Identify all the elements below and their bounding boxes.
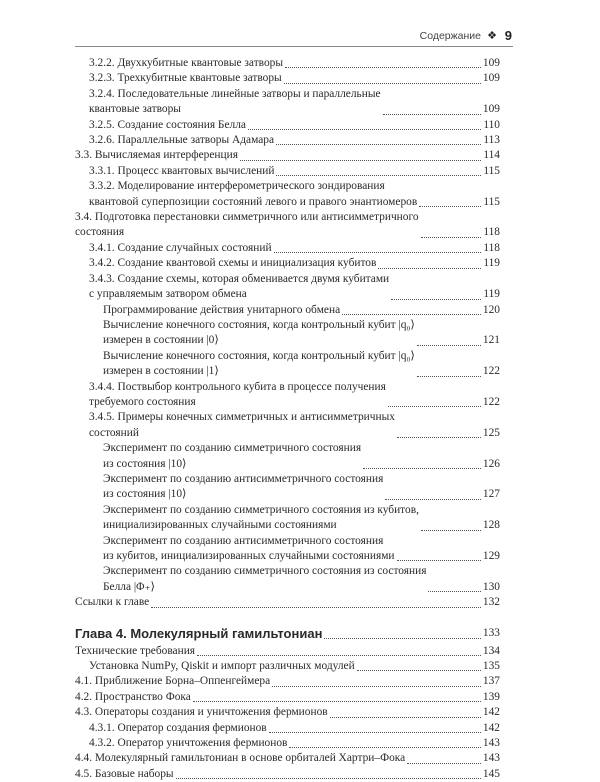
dot-leader <box>421 530 481 531</box>
toc-entry[interactable] <box>75 272 500 303</box>
toc-entry[interactable] <box>75 241 500 256</box>
dot-leader <box>378 268 481 269</box>
toc-entry[interactable] <box>75 210 500 241</box>
toc-entry[interactable] <box>75 564 500 595</box>
toc-entry-page: 120 <box>482 303 500 316</box>
toc-entry-page: 142 <box>482 721 500 734</box>
dot-leader <box>417 345 481 346</box>
toc-entry-page: 128 <box>482 519 500 532</box>
dot-leader <box>284 83 481 84</box>
toc-entry[interactable] <box>75 164 500 179</box>
toc-entry[interactable] <box>75 318 500 349</box>
toc-entry-title: 3.2.4. Последовательные линейные затворы и параллельные квантовые затворы <box>89 87 381 116</box>
dot-leader <box>391 299 481 300</box>
dot-leader <box>428 591 480 592</box>
toc-entry-title: 4.3.2. Оператор уничтожения фермионов <box>89 737 288 750</box>
toc-entry[interactable] <box>75 767 500 782</box>
toc-entry[interactable] <box>75 118 500 133</box>
dot-leader <box>357 670 481 671</box>
dot-leader <box>276 144 481 145</box>
toc-entry[interactable] <box>75 690 500 705</box>
toc-entry[interactable] <box>75 441 500 472</box>
toc-entry-page: 118 <box>483 226 500 239</box>
dot-leader <box>240 160 481 161</box>
toc-entry-page: 109 <box>482 57 500 69</box>
toc-entry-page: 145 <box>482 767 500 780</box>
dot-leader <box>388 406 481 407</box>
toc-entry[interactable] <box>75 380 500 411</box>
toc-entry[interactable] <box>75 736 500 751</box>
toc-entry-title: 3.3. Вычисляемая интерференция <box>75 149 238 162</box>
page-number: 9 <box>504 28 512 43</box>
toc-entry-page: 135 <box>482 660 500 673</box>
toc-entry-page: 115 <box>483 195 500 208</box>
toc-entry-title: 3.2.5. Создание состояния Белла <box>89 118 246 131</box>
toc-entry[interactable] <box>75 705 500 720</box>
toc-entry[interactable] <box>75 751 500 766</box>
toc-entry-title: Глава 4. Молекулярный гамильтониан <box>75 625 323 641</box>
toc-entry-title: Эксперимент по созданию симметричного состояния из состояния Белла |Φ₊⟩ <box>103 565 427 593</box>
toc-entry-page: 114 <box>483 149 500 162</box>
toc-entry-title: Технические требования <box>75 644 196 657</box>
toc-entry-title: Эксперимент по созданию антисимметричного состояния из состояния |10⟩ <box>103 472 384 501</box>
toc-entry-page: 127 <box>482 488 500 501</box>
toc-entry-title: 3.4.3. Создание схемы, которая обменивается двумя кубитами с управляемым затвором обмена <box>89 272 390 301</box>
toc-entry[interactable] <box>75 503 500 534</box>
toc-entry[interactable] <box>75 303 500 318</box>
toc-entry-page: 122 <box>482 365 500 378</box>
header-divider <box>75 46 513 47</box>
toc-entry[interactable] <box>75 179 500 210</box>
toc-entry-page: 113 <box>483 134 500 147</box>
toc-entry-page: 126 <box>482 457 500 470</box>
dot-leader <box>385 499 481 500</box>
toc-entry-title: Установка NumPy, Qiskit и импорт различных модулей <box>89 660 355 673</box>
toc-entry-title: 3.4.4. Поствыбор контрольного кубита в процессе получения требуемого состояния <box>89 380 386 408</box>
toc-entry-title: 3.3.2. Моделирование интерферометрического зондирования квантовой суперпозиции состояний левого и правого энантиомеров <box>89 180 418 208</box>
toc-entry-title: Эксперимент по созданию антисимметричного состояния из кубитов, инициализированных случайными состояниями <box>103 534 395 562</box>
toc-entry[interactable] <box>75 87 500 118</box>
toc-entry-page: 119 <box>483 288 500 301</box>
toc-entry-page: 132 <box>482 596 500 609</box>
toc-entry-page: 133 <box>482 626 500 639</box>
toc-entry-title: 3.2.2. Двухкубитные квантовые затворы <box>89 57 284 69</box>
toc-entry-page: 129 <box>482 550 500 562</box>
dot-leader <box>342 314 481 315</box>
toc-entry-page: 109 <box>482 72 500 85</box>
toc-entry[interactable] <box>75 674 500 689</box>
toc-entry[interactable] <box>75 644 500 659</box>
toc-entry[interactable] <box>75 659 500 674</box>
dot-leader <box>407 763 481 764</box>
toc-entry-title: 4.5. Базовые наборы <box>75 767 174 780</box>
toc-entry-page: 134 <box>482 644 500 657</box>
toc-entry-title: Ссылки к главе <box>75 596 150 609</box>
toc-entry-title: 4.3. Операторы создания и уничтожения фермионов <box>75 706 328 719</box>
toc-entry-title: 3.4.2. Создание квантовой схемы и инициализация кубитов <box>89 257 377 270</box>
toc-entry-title: 4.1. Приближение Борна–Оппенгеймера <box>75 675 271 688</box>
dot-leader <box>197 655 481 656</box>
dot-leader <box>248 129 481 130</box>
toc-entry-page: 125 <box>482 426 500 439</box>
toc-entry-title: Эксперимент по созданию симметричного состояния из состояния |10⟩ <box>103 442 362 470</box>
dot-leader <box>324 638 480 639</box>
dot-leader <box>272 686 481 687</box>
dot-leader <box>397 560 481 561</box>
dot-leader <box>421 237 482 238</box>
dot-leader <box>285 67 481 68</box>
toc-entry-title: Эксперимент по созданию симметричного состояния из кубитов, инициализированных случайными состояниями <box>103 503 419 532</box>
toc-entry-title: 4.4. Молекулярный гамильтониан в основе орбиталей Хартри–Фока <box>75 752 406 765</box>
toc-entry[interactable] <box>75 534 500 565</box>
toc-entry-title: 4.2. Пространство Фока <box>75 690 191 703</box>
toc-entry-title: Программирование действия унитарного обмена <box>103 303 341 316</box>
toc-entry[interactable] <box>75 256 500 271</box>
dot-leader <box>417 376 481 377</box>
dot-leader <box>193 701 481 702</box>
dot-leader <box>363 468 481 469</box>
toc-entry[interactable] <box>75 721 500 736</box>
dot-leader <box>330 717 481 718</box>
toc-entry-page: 139 <box>482 690 500 703</box>
toc-entry-page: 142 <box>482 706 500 719</box>
toc-entry-page: 119 <box>483 257 500 270</box>
dot-leader <box>274 252 482 253</box>
toc-entry-page: 122 <box>482 395 500 408</box>
dot-leader <box>276 175 481 176</box>
ornament-icon: ❖ <box>487 29 497 42</box>
toc-entry[interactable] <box>75 472 500 503</box>
toc-entry-page: 115 <box>483 164 500 177</box>
toc-entry[interactable] <box>75 595 500 610</box>
running-header-title: Содержание <box>419 30 481 42</box>
toc-entry-page: 109 <box>482 103 500 116</box>
table-of-contents <box>75 56 500 782</box>
dot-leader <box>419 206 481 207</box>
toc-entry-title: Вычисление конечного состояния, когда контрольный кубит |q₀⟩ измерен в состоянии |0⟩ <box>103 318 415 347</box>
toc-entry-title: 3.3.1. Процесс квантовых вычислений <box>89 164 275 177</box>
dot-leader <box>269 732 481 733</box>
toc-entry-page: 130 <box>482 580 500 593</box>
toc-entry-title: 3.4.5. Примеры конечных симметричных и антисимметричных состояний <box>89 411 395 439</box>
toc-entry[interactable] <box>75 410 500 441</box>
toc-entry-page: 121 <box>482 334 500 347</box>
toc-entry-page: 110 <box>483 118 500 131</box>
toc-entry[interactable] <box>75 133 500 148</box>
toc-entry-title: 3.2.6. Параллельные затворы Адамара <box>89 134 275 147</box>
toc-entry-page: 118 <box>483 241 500 254</box>
toc-entry-page: 143 <box>482 737 500 750</box>
toc-entry-page: 143 <box>482 752 500 765</box>
dot-leader <box>383 114 481 115</box>
toc-entry-title: 3.4.1. Создание случайных состояний <box>89 241 272 254</box>
dot-leader <box>397 437 481 438</box>
dot-leader <box>151 607 481 608</box>
dot-leader <box>176 778 481 779</box>
running-header <box>0 0 600 44</box>
toc-entry-title: 4.3.1. Оператор создания фермионов <box>89 721 267 734</box>
toc-entry-title: Вычисление конечного состояния, когда контрольный кубит |q₀⟩ измерен в состоянии |1⟩ <box>103 349 415 378</box>
toc-chapter-entry[interactable] <box>75 625 500 642</box>
toc-entry[interactable] <box>75 349 500 380</box>
toc-entry[interactable] <box>75 56 500 71</box>
toc-entry-page: 137 <box>482 675 500 688</box>
toc-entry[interactable] <box>75 71 500 86</box>
toc-entry-title: 3.4. Подготовка перестановки симметричного или антисимметричного состояния <box>75 211 419 239</box>
toc-entry-title: 3.2.3. Трехкубитные квантовые затворы <box>89 72 282 85</box>
toc-entry[interactable] <box>75 148 500 163</box>
dot-leader <box>289 747 480 748</box>
